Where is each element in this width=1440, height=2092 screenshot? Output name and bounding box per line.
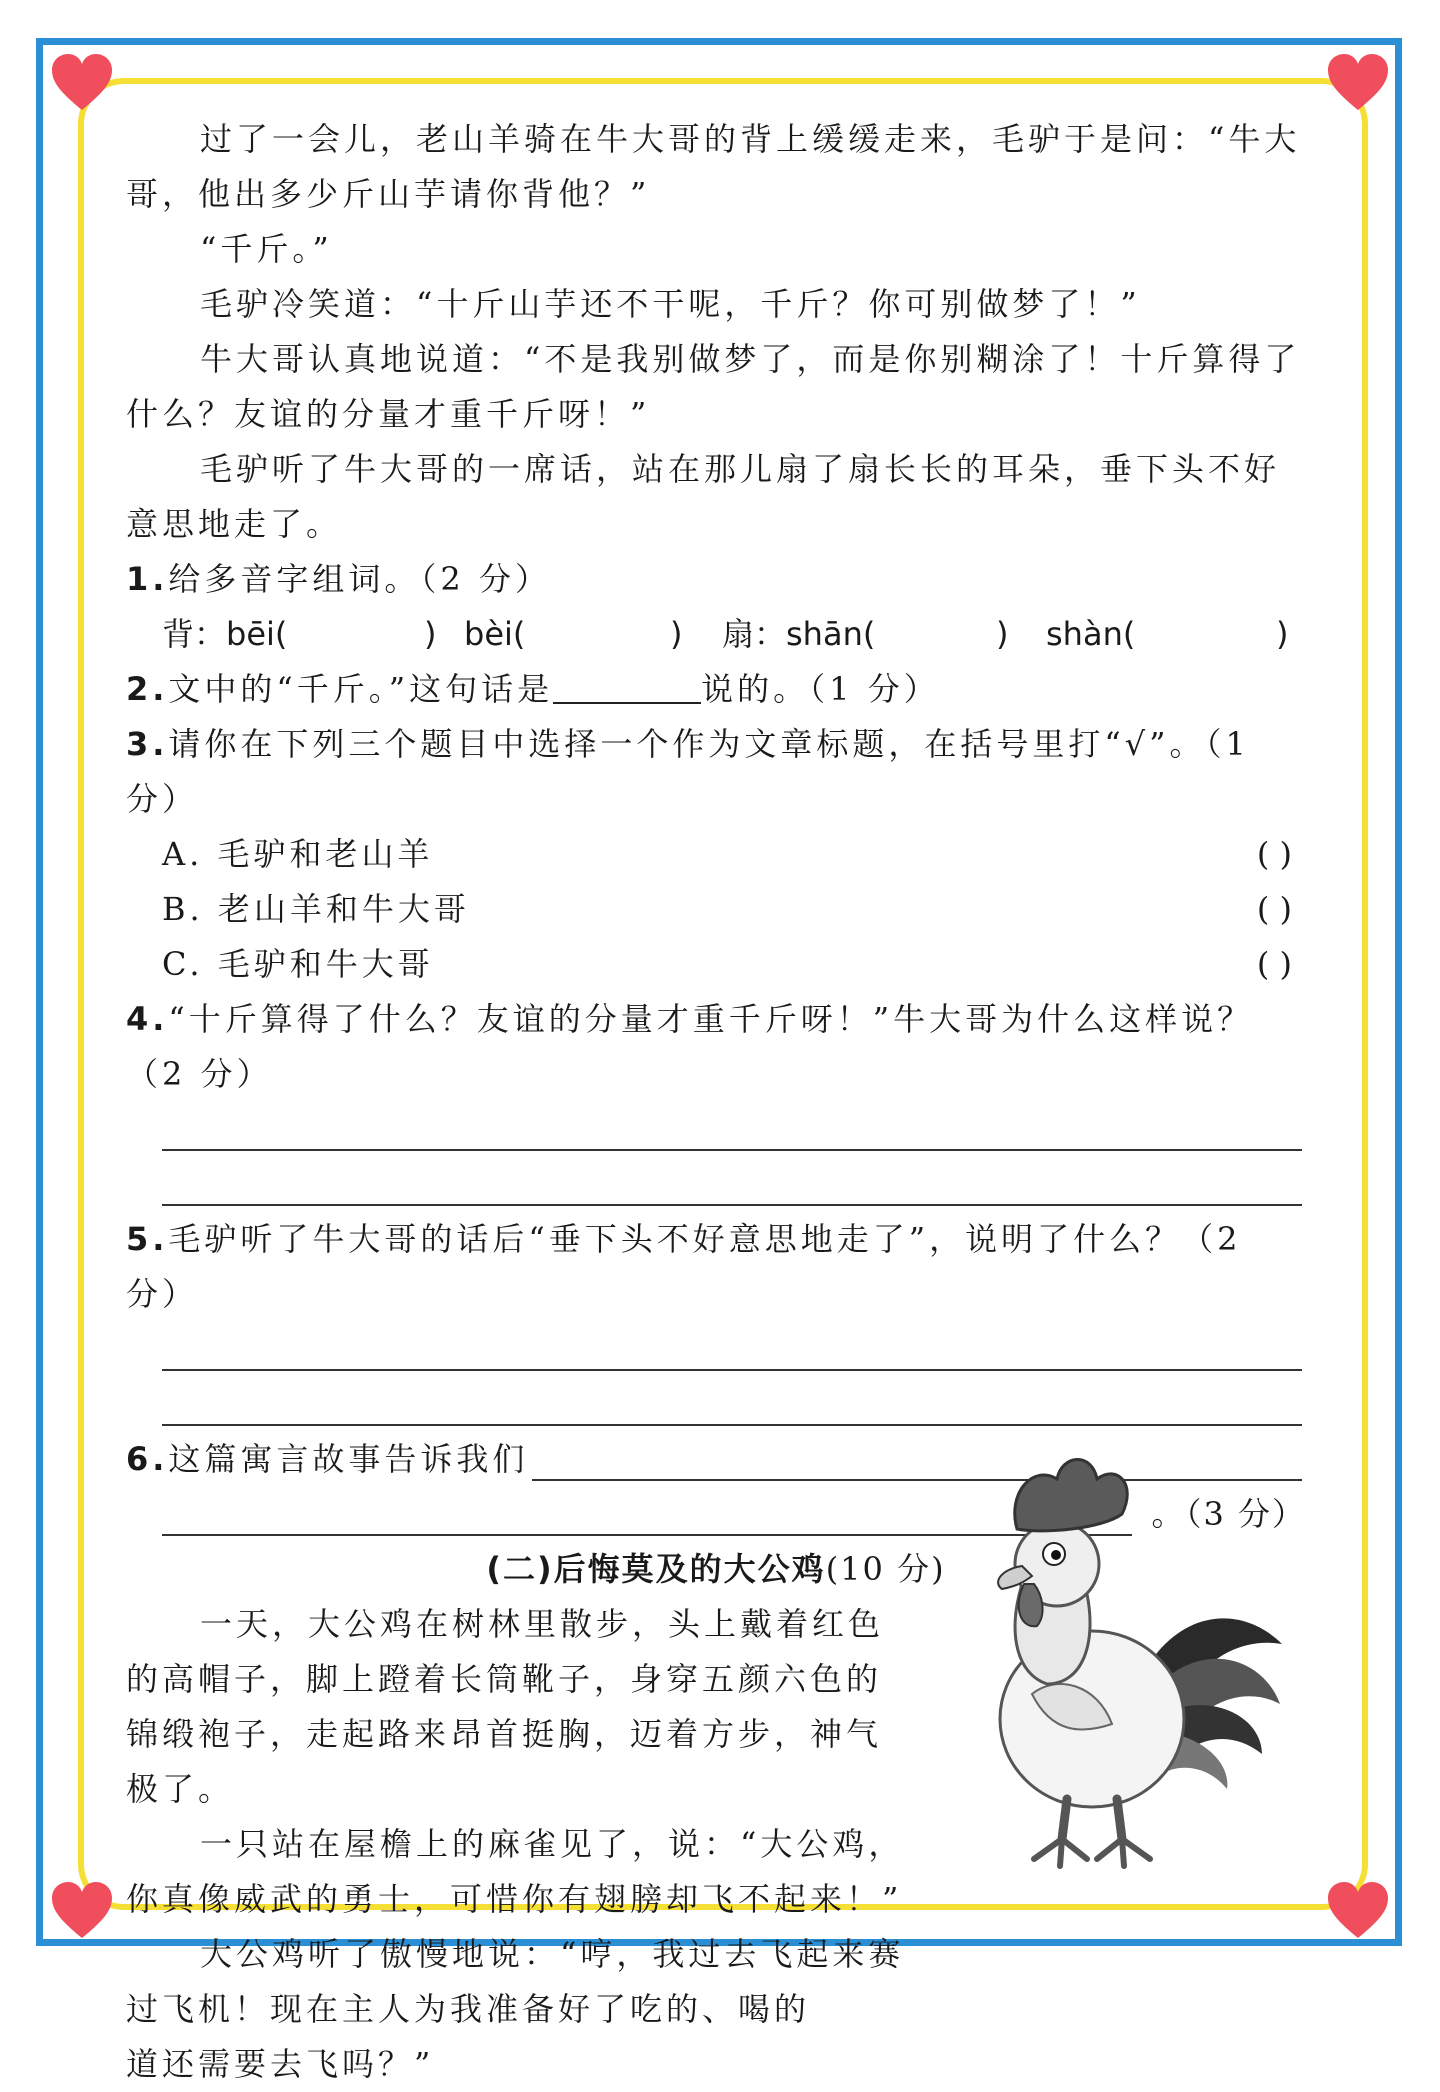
passage-paragraph: 一只站在屋檐上的麻雀见了，说：“大公鸡，你真像威武的勇士，可惜你有翅膀却飞不起来！” bbox=[126, 1825, 905, 1918]
option-row bbox=[126, 827, 1306, 882]
option-row bbox=[126, 882, 1306, 937]
question-3 bbox=[126, 717, 1306, 827]
question-number: 2. bbox=[126, 670, 169, 708]
checkbox-parens[interactable]: ( ) bbox=[1256, 890, 1292, 928]
heart-icon bbox=[50, 1880, 114, 1940]
pinyin-label: 扇：shān( bbox=[722, 615, 876, 653]
pinyin-row bbox=[126, 607, 1306, 662]
answer-line[interactable] bbox=[126, 1322, 1306, 1377]
passage-paragraph: 一天，大公鸡在树林里散步，头上戴着红色的高帽子，脚上蹬着长筒靴子，身穿五颜六色的锦缎袍子，走起路来昂首挺胸，迈着方步，神气极了。 bbox=[126, 1605, 885, 1808]
passage-paragraph: 牛大哥认真地说道：“不是我别做梦了，而是你别糊涂了！十斤算得了什么？友谊的分量才重千斤呀！” bbox=[126, 340, 1301, 433]
answer-blank[interactable] bbox=[553, 668, 701, 704]
pinyin-label: 背：bēi( bbox=[162, 615, 288, 653]
question-2 bbox=[126, 662, 1306, 717]
question-text: 毛驴听了牛大哥的话后“垂下头不好意思地走了”，说明了什么？（2 分） bbox=[126, 1220, 1242, 1313]
passage-paragraph: 过了一会儿，老山羊骑在牛大哥的背上缓缓走来，毛驴于是问：“牛大哥，他出多少斤山芋请你背他？” bbox=[126, 120, 1301, 213]
checkbox-parens[interactable]: ( ) bbox=[1256, 835, 1292, 873]
answer-line[interactable] bbox=[126, 1102, 1306, 1157]
passage-paragraph: 道还需要去飞吗？” bbox=[126, 2045, 435, 2083]
passage-paragraph: 毛驴听了牛大哥的一席话，站在那儿扇了扇长长的耳朵，垂下头不好意思地走了。 bbox=[126, 450, 1281, 543]
question-text: 给多音字组词。（2 分） bbox=[168, 560, 551, 598]
pinyin-paren: ) bbox=[996, 615, 1009, 653]
question-text: 说的。（1 分） bbox=[701, 670, 940, 708]
heart-icon bbox=[50, 52, 114, 112]
question-number: 3. bbox=[126, 725, 169, 763]
option-label: C. 毛驴和牛大哥 bbox=[162, 945, 434, 983]
answer-line[interactable] bbox=[126, 1157, 1306, 1212]
question-number: 4. bbox=[126, 1000, 169, 1038]
question-number: 1. bbox=[126, 560, 169, 598]
question-1 bbox=[126, 552, 1306, 607]
heart-icon bbox=[1326, 1880, 1390, 1940]
question-text: 这篇寓言故事告诉我们 bbox=[168, 1440, 529, 1478]
option-label: A. 毛驴和老山羊 bbox=[162, 835, 434, 873]
pinyin-paren: ) bbox=[670, 615, 683, 653]
question-text: 请你在下列三个题目中选择一个作为文章标题，在括号里打“√”。（1 分） bbox=[126, 725, 1250, 818]
answer-line[interactable] bbox=[126, 1377, 1306, 1432]
passage-paragraph: 毛驴冷笑道：“十斤山芋还不干呢，千斤？你可别做梦了！” bbox=[200, 285, 1141, 323]
option-label: B. 老山羊和牛大哥 bbox=[162, 890, 470, 928]
passage-paragraph: 大公鸡听了傲慢地说：“哼，我过去飞起来赛过飞机！现在主人为我准备好了吃的、喝的 bbox=[126, 1935, 905, 2028]
section-title-text: (二)后悔莫及的大公鸡 bbox=[486, 1550, 826, 1588]
pinyin-paren: ) bbox=[1276, 615, 1289, 653]
question-text: 文中的“千斤。”这句话是 bbox=[168, 670, 554, 708]
checkbox-parens[interactable]: ( ) bbox=[1256, 945, 1292, 983]
pinyin-paren: ) bbox=[424, 615, 437, 653]
rooster-illustration bbox=[962, 1434, 1292, 1880]
heart-icon bbox=[1326, 52, 1390, 112]
pinyin-label: shàn( bbox=[1046, 615, 1136, 653]
section-points: (10 分) bbox=[825, 1550, 946, 1588]
pinyin-label: bèi( bbox=[464, 615, 526, 653]
question-text: “十斤算得了什么？友谊的分量才重千斤呀！”牛大哥为什么这样说？（2 分） bbox=[126, 1000, 1254, 1093]
option-row bbox=[126, 937, 1306, 992]
question-number: 6. bbox=[126, 1440, 169, 1478]
question-4 bbox=[126, 992, 1306, 1102]
question-points: 。（3 分） bbox=[1151, 1495, 1306, 1533]
passage-paragraph: “千斤。” bbox=[200, 230, 333, 268]
question-5 bbox=[126, 1212, 1306, 1322]
question-number: 5. bbox=[126, 1220, 169, 1258]
story-text bbox=[126, 1597, 906, 2092]
